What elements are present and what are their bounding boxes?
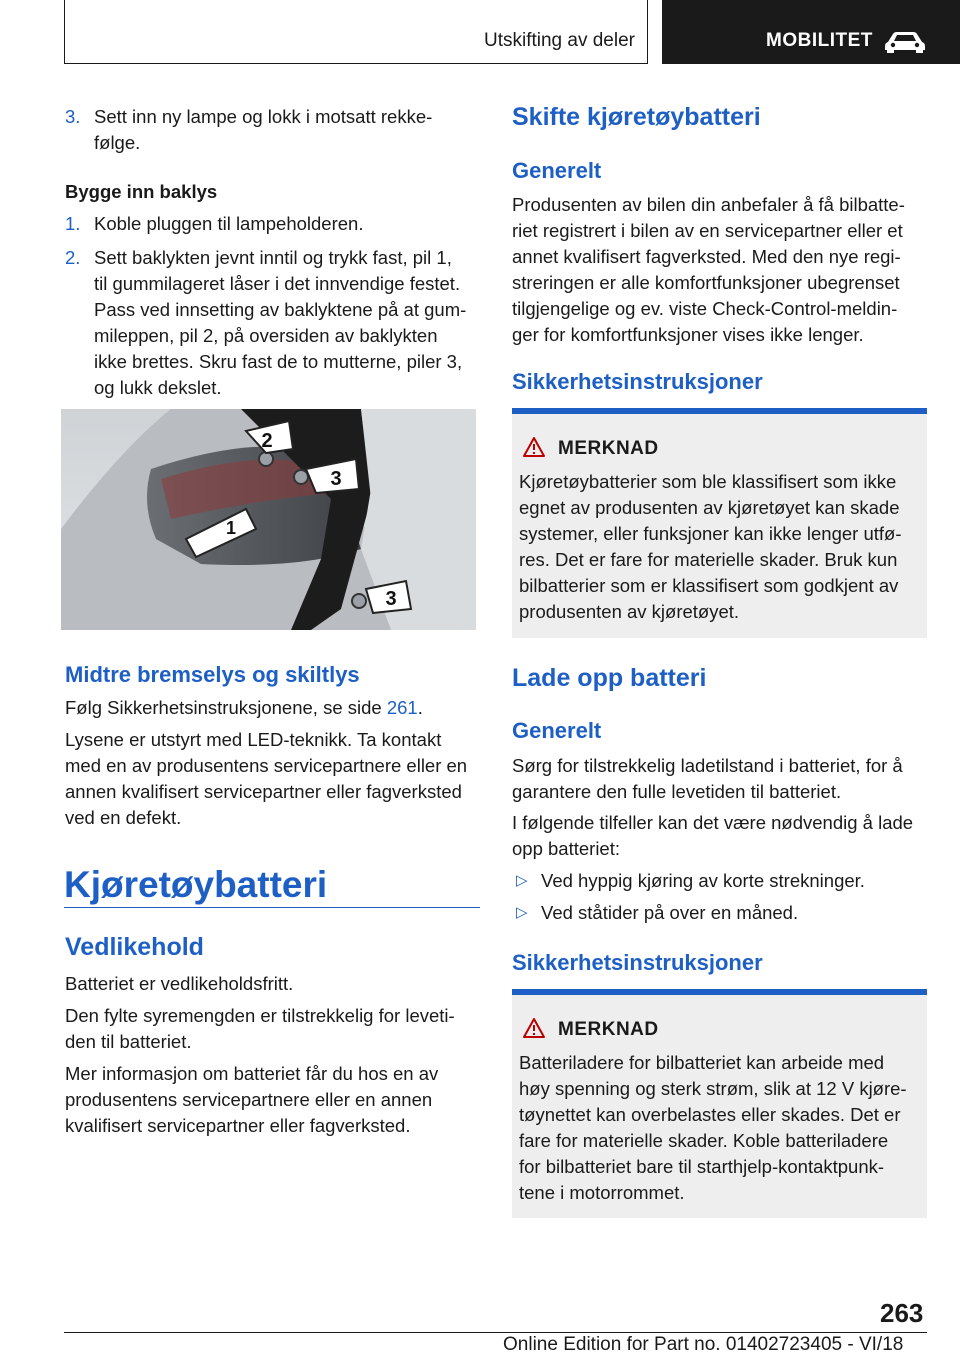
bullet-text: Ved ståtider på over en måned. — [541, 902, 799, 923]
heading-rule — [64, 907, 480, 908]
paragraph-line: opp batteriet: — [512, 838, 620, 859]
subsection-heading: Sikkerhetsinstruksjoner — [512, 369, 763, 394]
note-line: Batteriladere for bilbatteriet kan arbeide med — [519, 1052, 885, 1073]
note-line: egnet av produsenten av kjøretøyet kan skade — [519, 497, 900, 518]
paragraph — [65, 727, 485, 831]
paragraph-line: Mer informasjon om batteriet får du hos en av — [65, 1063, 439, 1084]
step-text: følge. — [94, 132, 141, 153]
note-line: bilbatterier som er klassifisert som godkjent av — [519, 575, 899, 596]
note-title: MERKNAD — [558, 1019, 659, 1040]
note-line: res. Det er fare for materielle skader. Bruk kun — [519, 549, 898, 570]
step-text: mileppen, pil 2, på oversiden av baklykten — [94, 325, 438, 346]
note-line: tene i motorrommet. — [519, 1182, 685, 1203]
header-chapter-box — [662, 0, 960, 64]
step-number: 2. — [65, 247, 81, 268]
paragraph — [512, 192, 932, 348]
paragraph-line: produsentens servicepartnere eller en annen — [65, 1089, 433, 1110]
paragraph-line: med en av produsentens servicepartnere eller en — [65, 755, 468, 776]
paragraph-text: . — [417, 697, 423, 718]
paragraph-line: ger for komfortfunksjoner vises ikke lenger. — [512, 324, 864, 345]
callout-label: 2 — [261, 430, 273, 452]
paragraph-line: tilgjengelige og ev. viste Check-Control-meldin- — [512, 298, 898, 319]
tail-light-figure — [61, 409, 476, 630]
callout-label: 3 — [385, 588, 397, 610]
paragraph — [65, 695, 423, 721]
subsection-heading: Generelt — [512, 718, 602, 743]
paragraph-line: Lysene er utstyrt med LED-teknikk. Ta kontakt — [65, 729, 442, 750]
footer-rule — [64, 1332, 927, 1333]
section-title: Utskifting av deler — [483, 30, 635, 51]
paragraph-line: streringen er alle komfortfunksjoner ubegrenset — [512, 272, 900, 293]
warning-icon — [522, 436, 546, 458]
note-line: fare for materielle skader. Koble batteriladere — [519, 1130, 889, 1151]
car-icon — [884, 29, 926, 53]
paragraph-line: Produsenten av bilen din anbefaler å få bilbatte- — [512, 194, 905, 215]
paragraph-line: garantere den fulle levetiden til batteriet. — [512, 781, 842, 802]
note-line: Kjøretøybatterier som ble klassifisert som ikke — [519, 471, 897, 492]
chapter-title: MOBILITET — [766, 30, 873, 51]
note-title: MERKNAD — [558, 438, 659, 459]
step-text: til gummilageret låser i det innvendige festet. — [94, 273, 461, 294]
paragraph: Batteriet er vedlikeholdsfritt. — [65, 973, 294, 994]
page-number: 263 — [880, 1298, 924, 1328]
step-number: 1. — [65, 213, 81, 234]
bullet-icon: ▷ — [516, 904, 528, 921]
step-text: og lukk dekslet. — [94, 377, 222, 398]
callout-label: 3 — [330, 468, 342, 490]
step-number: 3. — [65, 106, 81, 127]
paragraph-line: Den fylte syremengden er tilstrekkelig for leveti- — [65, 1005, 455, 1026]
list-item — [512, 868, 932, 894]
step-text: Pass ved innsetting av baklyktene på at gum- — [94, 299, 467, 320]
step-text: Sett inn ny lampe og lokk i motsatt rekke- — [94, 106, 433, 127]
edition-text: Online Edition for Part no. 01402723405 - VI/18 — [503, 1334, 904, 1355]
header-section-box — [64, 0, 648, 64]
page-link[interactable]: 261 — [386, 697, 418, 718]
section-heading: Vedlikehold — [65, 933, 204, 961]
section-heading: Lade opp batteri — [512, 664, 707, 692]
paragraph-line: riet registrert i bilen av en servicepartner eller et — [512, 220, 903, 241]
list-item — [65, 211, 485, 237]
note-line: høy spenning og sterk strøm, slik at 12 V kjøre- — [519, 1078, 907, 1099]
bullet-icon: ▷ — [516, 872, 528, 889]
warning-icon — [522, 1017, 546, 1039]
subsection-heading: Generelt — [512, 158, 602, 183]
step-text: Sett baklykten jevnt inntil og trykk fast, pil 1, — [94, 247, 452, 268]
list-item — [512, 900, 932, 926]
section-heading: Midtre bremselys og skiltlys — [65, 662, 360, 687]
note-line: produsenten av kjøretøyet. — [519, 601, 740, 622]
paragraph-line: annet kvalifisert fagverksted. Med den nye regi- — [512, 246, 901, 267]
paragraph — [512, 810, 932, 862]
paragraph-line: I følgende tilfeller kan det være nødvendig å lade — [512, 812, 914, 833]
callout-label: 1 — [225, 518, 237, 538]
list-item — [65, 104, 485, 156]
note-box — [512, 408, 927, 638]
subsection-heading: Sikkerhetsinstruksjoner — [512, 950, 763, 975]
paragraph-line: annen kvalifisert servicepartner eller fagverksted — [65, 781, 462, 802]
chapter-heading: Kjøretøybatteri — [64, 864, 328, 905]
note-line: systemer, eller funksjoner kan ikke lenger utfø- — [519, 523, 902, 544]
paragraph-line: kvalifisert servicepartner eller fagverksted. — [65, 1115, 411, 1136]
paragraph-line: Sørg for tilstrekkelig ladetilstand i batteriet, for å — [512, 755, 903, 776]
paragraph — [65, 1061, 485, 1139]
note-line: tøynettet kan overbelastes eller skades. Det er — [519, 1104, 901, 1125]
bullet-text: Ved hyppig kjøring av korte strekninger. — [541, 870, 865, 891]
paragraph-text: Følg Sikkerhetsinstruksjonene, se side — [65, 697, 387, 718]
paragraph-line: den til batteriet. — [65, 1031, 192, 1052]
subheading: Bygge inn baklys — [65, 181, 218, 202]
step-text: Koble pluggen til lampeholderen. — [94, 213, 364, 234]
paragraph — [512, 753, 932, 805]
paragraph — [65, 1003, 485, 1055]
list-item — [65, 245, 485, 401]
note-box — [512, 989, 927, 1218]
step-text: ikke brettes. Skru fast de to mutterne, piler 3, — [94, 351, 463, 372]
section-heading: Skifte kjøretøybatteri — [512, 103, 761, 131]
paragraph-line: ved en defekt. — [65, 807, 182, 828]
note-line: for bilbatteriet bare til starthjelp-kontaktpunk- — [519, 1156, 885, 1177]
